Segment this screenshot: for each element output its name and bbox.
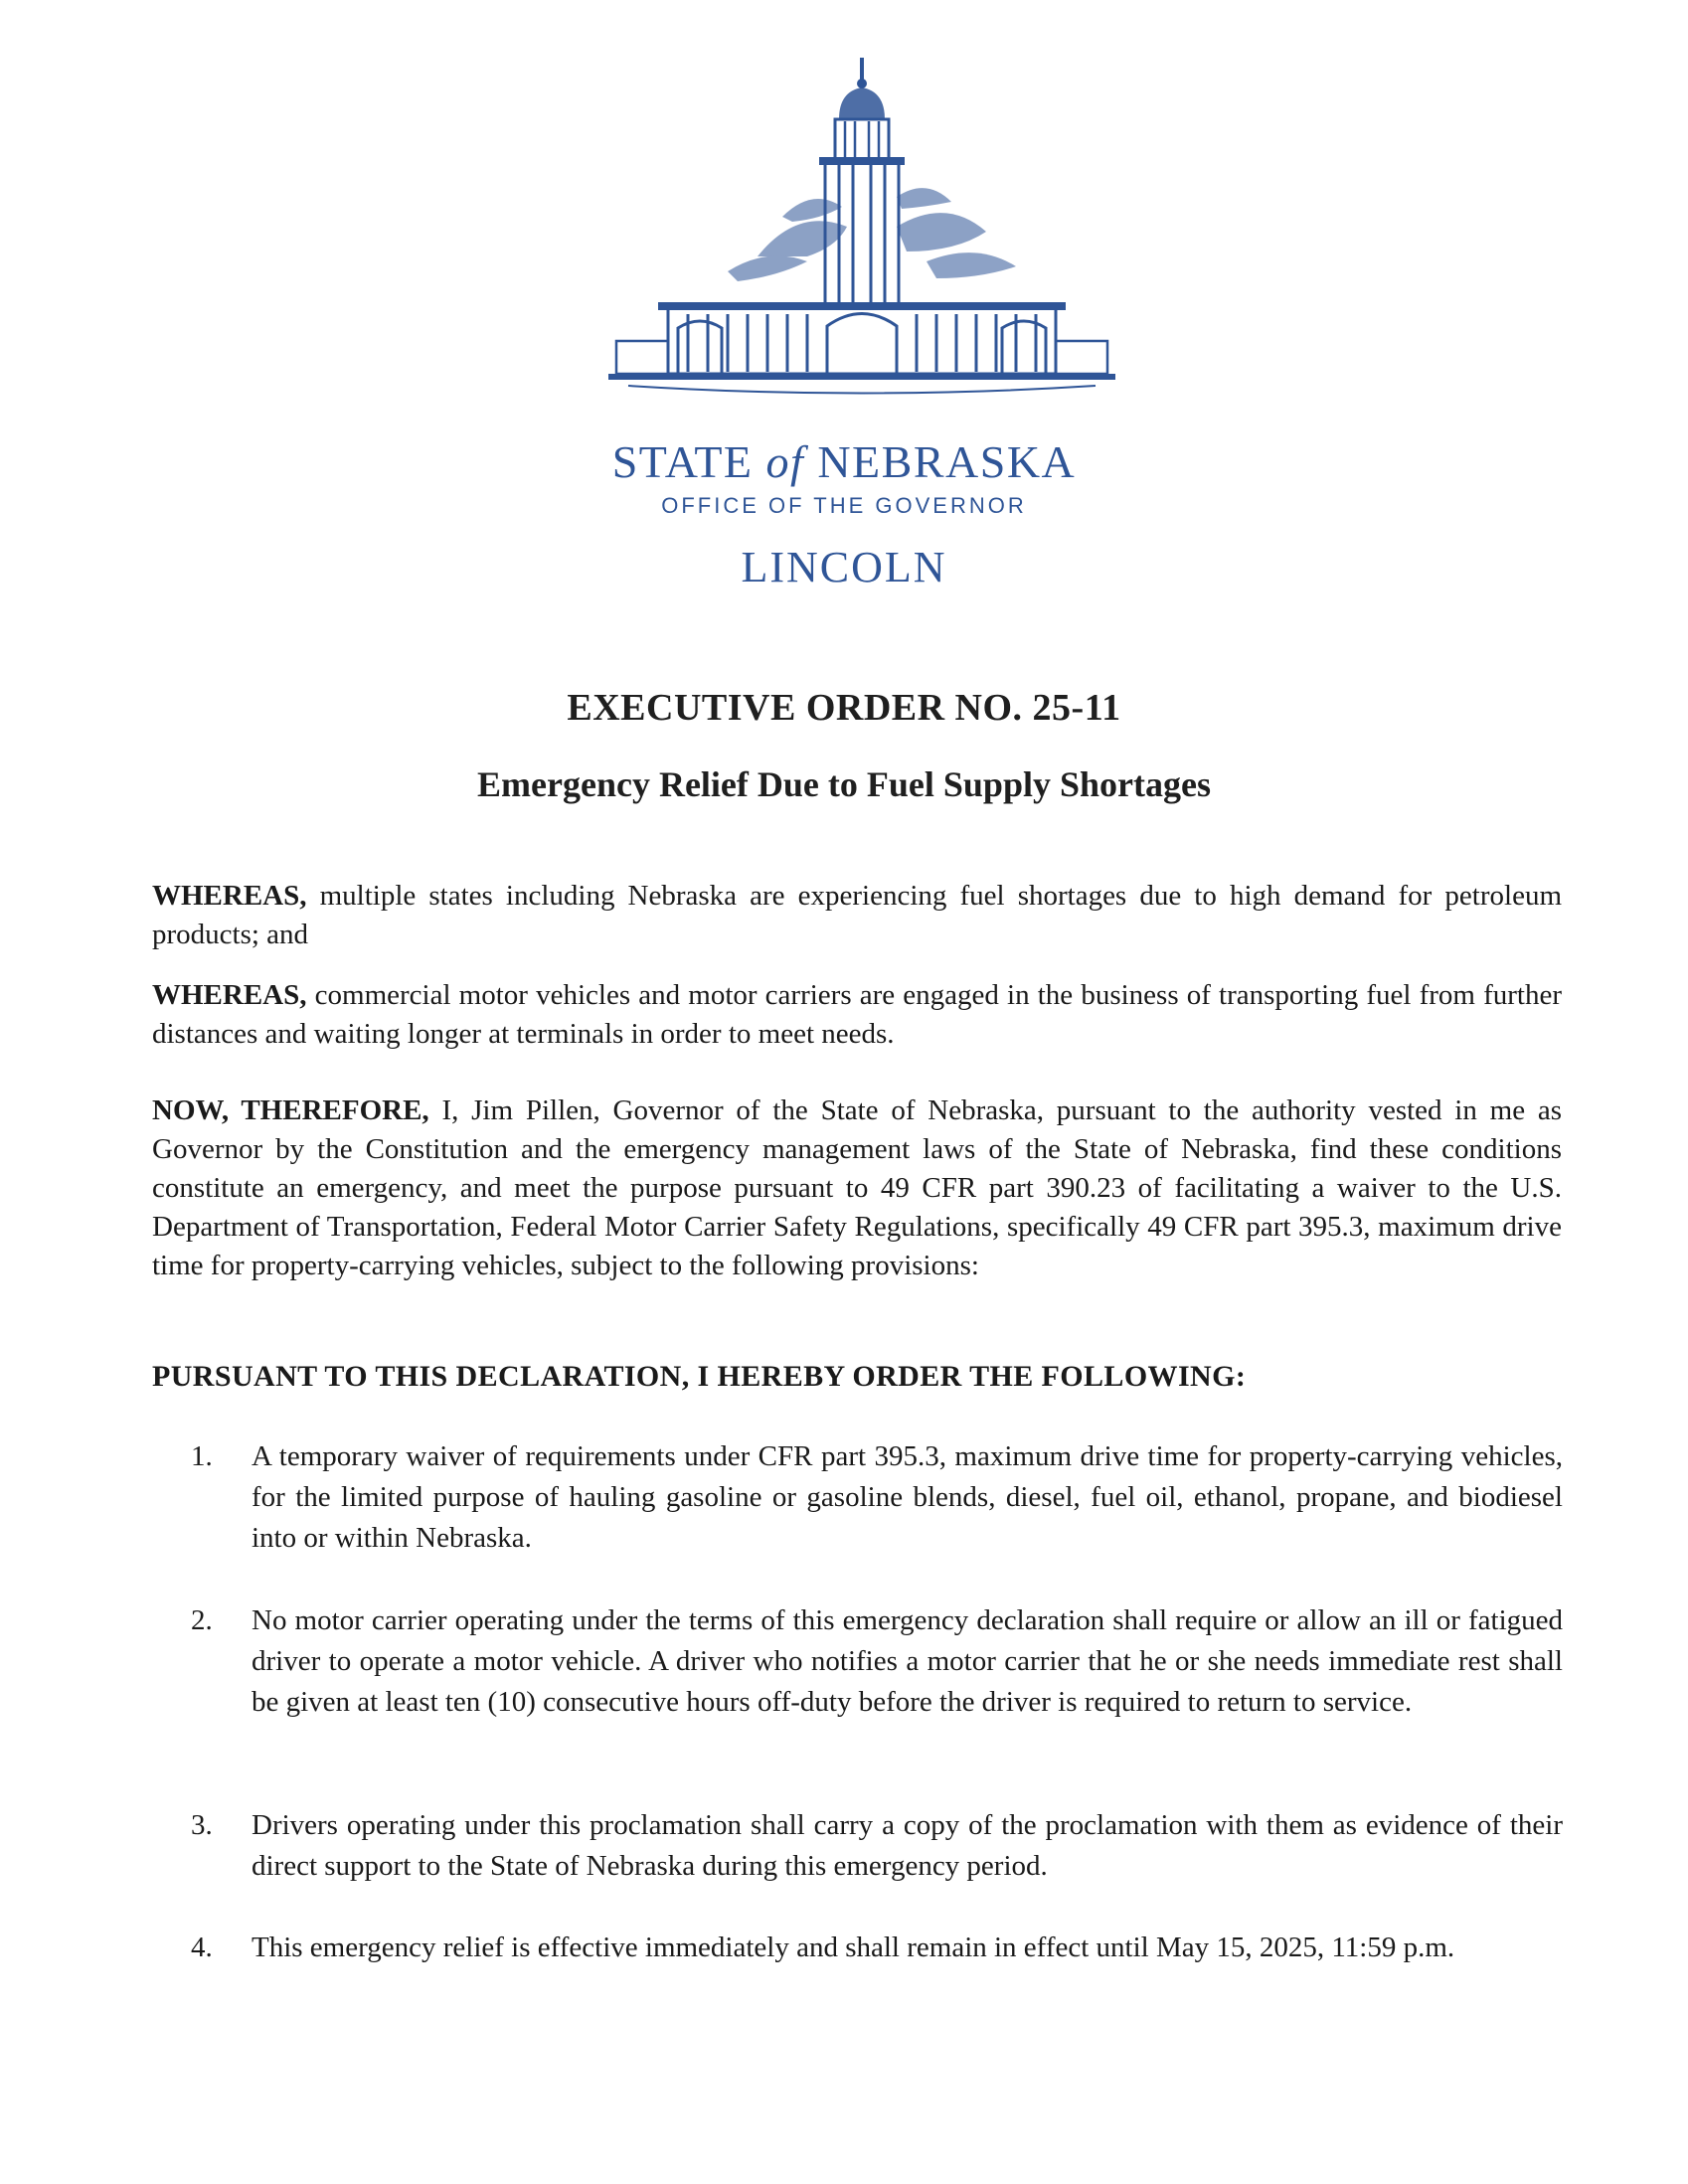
order-item-number: 3. xyxy=(191,1809,213,1841)
letterhead-city: LINCOLN xyxy=(741,543,947,591)
order-number: EXECUTIVE ORDER NO. 25-11 xyxy=(567,687,1121,729)
order-item-number: 1. xyxy=(191,1440,213,1472)
order-item-text: This emergency relief is effective immediately and shall remain in effect until May 15, 2025, 11:59 p.m. xyxy=(252,1932,1455,1963)
order-heading: PURSUANT TO THIS DECLARATION, I HEREBY ORDER THE FOLLOWING: xyxy=(152,1360,1247,1393)
order-item-number: 4. xyxy=(191,1932,213,1963)
whereas-paragraph-2: WHEREAS, commercial motor vehicles and motor carriers are engaged in the business of transporting fuel from further distances and waiting longer at terminals in order to meet needs. xyxy=(152,979,1562,1050)
order-item-text: Drivers operating under this proclamation shall carry a copy of the proclamation with them as evidence of their direct support to the State of Nebraska during this emergency period. xyxy=(252,1809,1563,1882)
whereas-paragraph-1: WHEREAS, multiple states including Nebraska are experiencing fuel shortages due to high demand for petroleum products; and xyxy=(152,880,1562,950)
letterhead-state: STATE of NEBRASKA xyxy=(611,436,1077,487)
letterhead-office: OFFICE OF THE GOVERNOR xyxy=(661,493,1027,518)
order-subtitle: Emergency Relief Due to Fuel Supply Shortages xyxy=(477,764,1211,804)
therefore-paragraph: NOW, THEREFORE, I, Jim Pillen, Governor of the State of Nebraska, pursuant to the authority vested in me as Governor by the Constitution and the emergency management laws of the State of Nebraska, find these conditions constitute an emergency, and meet the purpose pursuant to 49 CFR part 390.23 of facilitating a waiver to the U.S. Department of Transportation, Federal Motor Carrier Safety Regulations, specifically 49 CFR part 395.3, maximum drive time for property-carrying vehicles, subject to the following provisions: xyxy=(152,1094,1563,1281)
order-item-number: 2. xyxy=(191,1604,213,1636)
order-item-text: A temporary waiver of requirements under CFR part 395.3, maximum drive time for property-carrying vehicles, for the limited purpose of hauling gasoline or gasoline blends, diesel, fuel oil, ethanol, propane, and biodiesel into or within Nebraska. xyxy=(252,1440,1563,1554)
order-item-text: No motor carrier operating under the terms of this emergency declaration shall require or allow an ill or fatigued driver to operate a motor vehicle. A driver who notifies a motor carrier that he or she needs immediate rest shall be given at least ten (10) consecutive hours off-duty before the driver is required to return to service. xyxy=(252,1604,1563,1718)
capitol-building-illustration xyxy=(608,58,1115,414)
